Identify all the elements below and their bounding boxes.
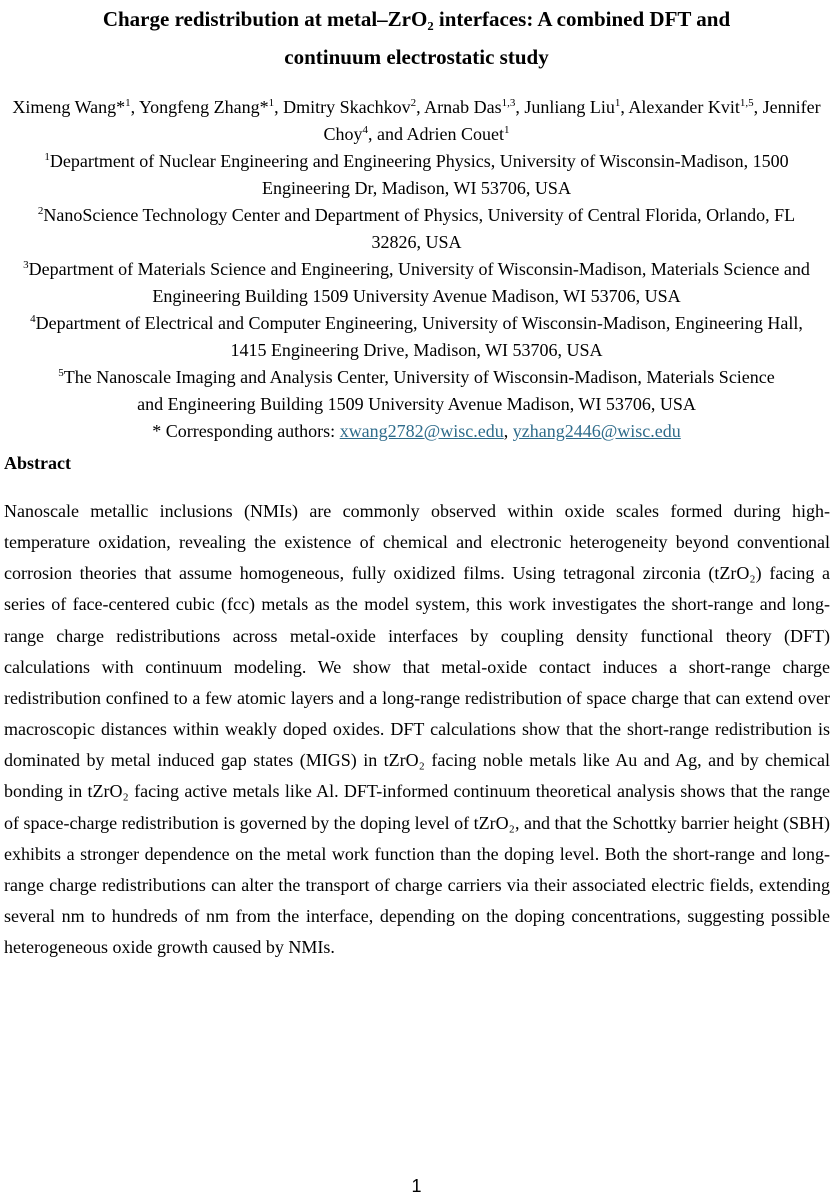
front-matter — [0, 94, 833, 445]
affiliation-4: $^4$Department of Electrical and Computer Engineering, University of Wisconsin-Madison, Engineering Hall, 1415 Engineering Drive, Madison, WI 53706, USA — [30, 313, 803, 360]
corresponding-label: * Corresponding authors: — [152, 421, 340, 441]
paper-title — [0, 0, 833, 76]
author: Ximeng Wang*$^1$, — [12, 97, 139, 117]
author: Alexander Kvit$^{1,5}$, — [628, 97, 763, 117]
title-line-2: continuum electrostatic study — [284, 45, 549, 69]
affiliation-2: $^2$NanoScience Technology Center and Department of Physics, University of Central Florida, Orlando, FL 32826, USA — [37, 205, 796, 252]
author: Jennifer Choy$^4$, and — [323, 97, 821, 144]
affiliation-1: $^1$Department of Nuclear Engineering and Engineering Physics, University of Wisconsin-Madison, 1500 Engineering Dr, Madison, WI 53706, USA — [44, 151, 789, 198]
email-link-xwang[interactable]: xwang2782@wisc.edu — [339, 421, 504, 441]
author: Adrien Couet$^1$ — [406, 124, 510, 144]
title-line-1: Charge redistribution at metal–ZrO₂ interfaces: A combined DFT and — [102, 7, 731, 31]
affiliation-3: $^3$Department of Materials Science and Engineering, University of Wisconsin-Madison, Materials Science and Engineering Building 1509 University Avenue Madison, WI 53706, USA — [23, 259, 810, 306]
abstract-heading: Abstract — [4, 453, 71, 473]
author: Yongfeng Zhang*$^1$, — [138, 97, 284, 117]
author-list — [0, 94, 833, 148]
page-number: 1 — [411, 1176, 422, 1196]
author: Dmitry Skachkov$^2$, — [283, 97, 425, 117]
email-link-yzhang[interactable]: yzhang2446@wisc.edu — [512, 421, 681, 441]
author: Junliang Liu$^1$, — [524, 97, 629, 117]
abstract-body: Nanoscale metallic inclusions (NMIs) are commonly observed within oxide scales formed during high-temperature oxidation, revealing the existence of chemical and electronic heterogeneity beyond conventional corrosion theories that assume homogeneous, fully oxidized films. Using tetragonal zirconia (tZrO₂) facing a series of face-centered cubic (fcc) metals as the model system, this work investigates the short-range and long-range charge redistributions across metal-oxide interfaces by coupling density functional theory (DFT) calculations with continuum modeling. We show that metal-oxide contact induces a short-range charge redistribution confined to a few atomic layers and a long-range redistribution of space charge that can extend over macroscopic distances within weakly doped oxides. DFT calculations show that the short-range redistribution is dominated by metal induced gap states (MIGS) in tZrO₂ facing noble metals like Au and Ag, and by chemical bonding in tZrO₂ facing active metals like Al. DFT-informed continuum theoretical analysis shows that the range of space-charge redistribution is governed by the doping level of tZrO₂, and that the Schottky barrier height (SBH) exhibits a stronger dependence on the metal work function than the doping level. Both the short-range and long-range charge redistributions can alter the transport of charge carriers via their associated electric fields, extending several nm to hundreds of nm from the interface, depending on the doping concentrations, suggesting possible heterogeneous oxide growth caused by NMIs. — [4, 501, 830, 958]
affiliation-5: $^5$The Nanoscale Imaging and Analysis Center, University of Wisconsin-Madison, Materials Science and Engineering Building 1509 University Avenue Madison, WI 53706, USA — [58, 367, 775, 414]
corresponding-authors: * Corresponding authors: xwang2782@wisc.edu, yzhang2446@wisc.edu — [152, 421, 681, 441]
author: Arnab Das$^{1,3}$, — [424, 97, 525, 117]
